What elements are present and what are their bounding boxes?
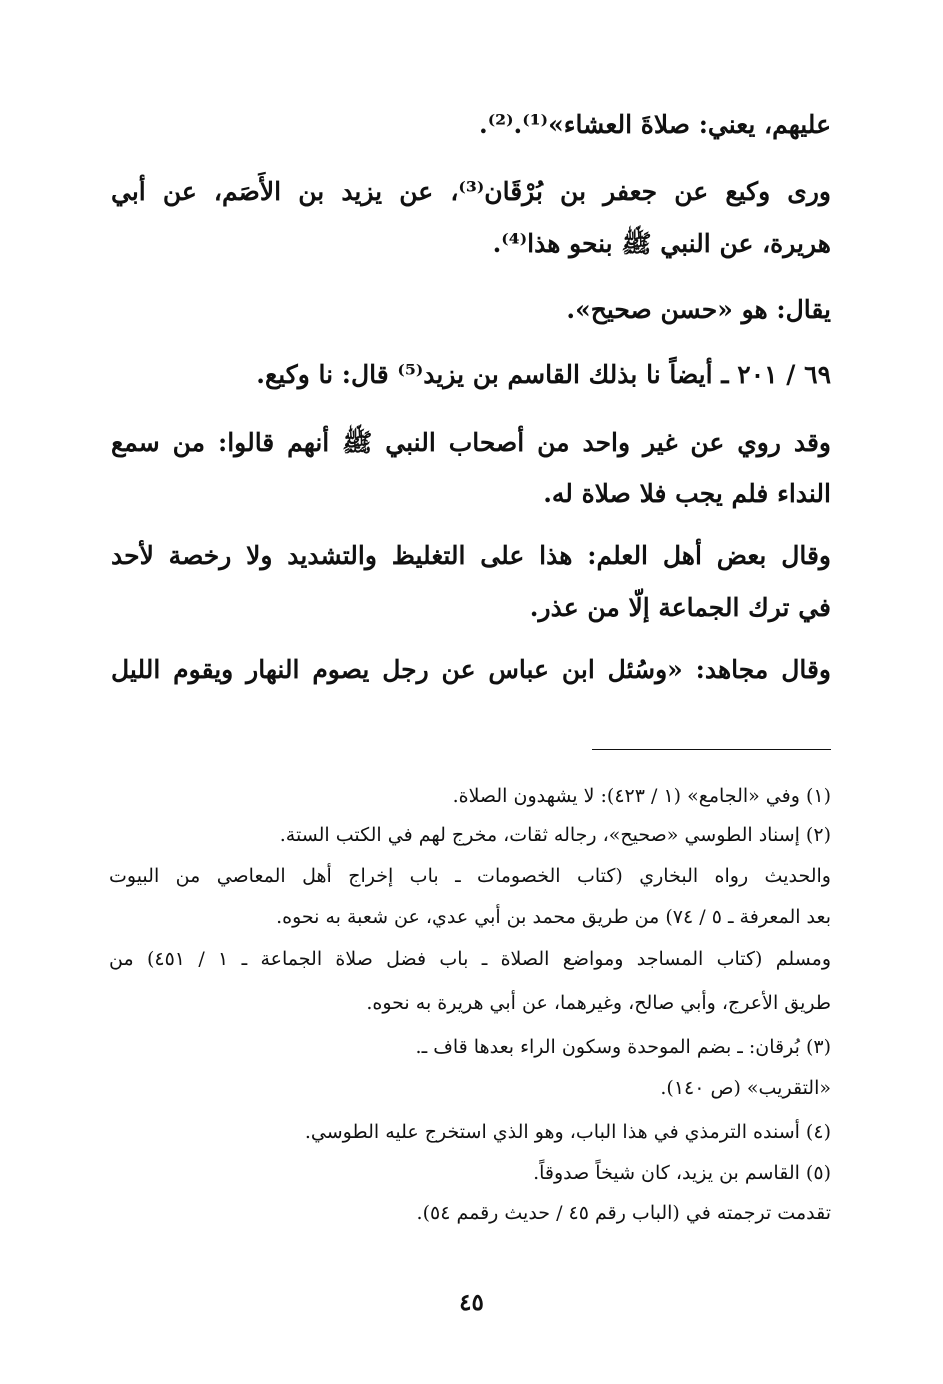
footnote-line: بعد المعرفة ـ ٥ / ٧٤) من طريق محمد بن أبي عدي، عن شعبة به نحوه. xyxy=(276,906,831,928)
body-line: ٦٩ / ٢٠١ ـ أيضاً نا بذلك القاسم بن يزيد⁽⁵⁾ قال: نا وكيع. xyxy=(256,360,831,389)
page-number: ٤٥ xyxy=(459,1289,484,1316)
footnote-line: والحديث رواه البخاري (كتاب الخصومات ـ باب إخراج أهل المعاصي من البيوت xyxy=(109,865,831,887)
body-line: وقد روي عن غير واحد من أصحاب النبي ﷺ أنهم قالوا: من سمع xyxy=(111,428,831,457)
body-line: النداء فلم يجب فلا صلاة له. xyxy=(543,479,831,508)
body-line: ورى وكيع عن جعفر بن بُرْقَان⁽³⁾، عن يزيد بن الأَصَم، عن أبي xyxy=(111,177,831,206)
body-line: وقال بعض أهل العلم: هذا على التغليظ والتشديد ولا رخصة لأحد xyxy=(111,541,831,570)
footnote-line: طريق الأعرج، وأبي صالح، وغيرهما، عن أبي هريرة به نحوه. xyxy=(366,992,831,1014)
footnote-line: ومسلم (كتاب المساجد ومواضع الصلاة ـ باب فضل صلاة الجماعة ـ ١ / ٤٥١) من xyxy=(109,948,831,970)
body-line: يقال: هو «حسن صحيح». xyxy=(566,295,831,324)
footnote-line: تقدمت ترجمته في (الباب رقم ٤٥ / حديث رقمم ٥٤). xyxy=(416,1202,831,1224)
body-line: وقال مجاهد: «وسُئل ابن عباس عن رجل يصوم النهار ويقوم الليل xyxy=(111,655,831,684)
footnote-line: (٤) أسنده الترمذي في هذا الباب، وهو الذي استخرج عليه الطوسي. xyxy=(304,1121,831,1143)
footnote-line: (٥) القاسم بن يزيد، كان شيخاً صدوقاً. xyxy=(533,1162,831,1184)
body-line: عليهم، يعني: صلاةَ العشاء»⁽¹⁾.⁽²⁾. xyxy=(479,110,831,139)
footnote-line: (٣) بُرقان: ـ بضم الموحدة وسكون الراء بعدها قاف ـ. xyxy=(415,1036,831,1058)
footnote-line: (١) وفي «الجامع» (١ / ٤٢٣): لا يشهدون الصلاة. xyxy=(452,785,831,807)
footnote-line: «التقريب» (ص ١٤٠). xyxy=(660,1077,831,1099)
footnote-separator xyxy=(592,749,831,750)
body-line: في ترك الجماعة إلّا من عذر. xyxy=(529,593,831,622)
footnote-line: (٢) إسناد الطوسي «صحيح»، رجاله ثقات، مخرج لهم في الكتب الستة. xyxy=(279,824,831,846)
body-line: هريرة، عن النبي ﷺ بنحو هذا⁽⁴⁾. xyxy=(492,229,831,258)
